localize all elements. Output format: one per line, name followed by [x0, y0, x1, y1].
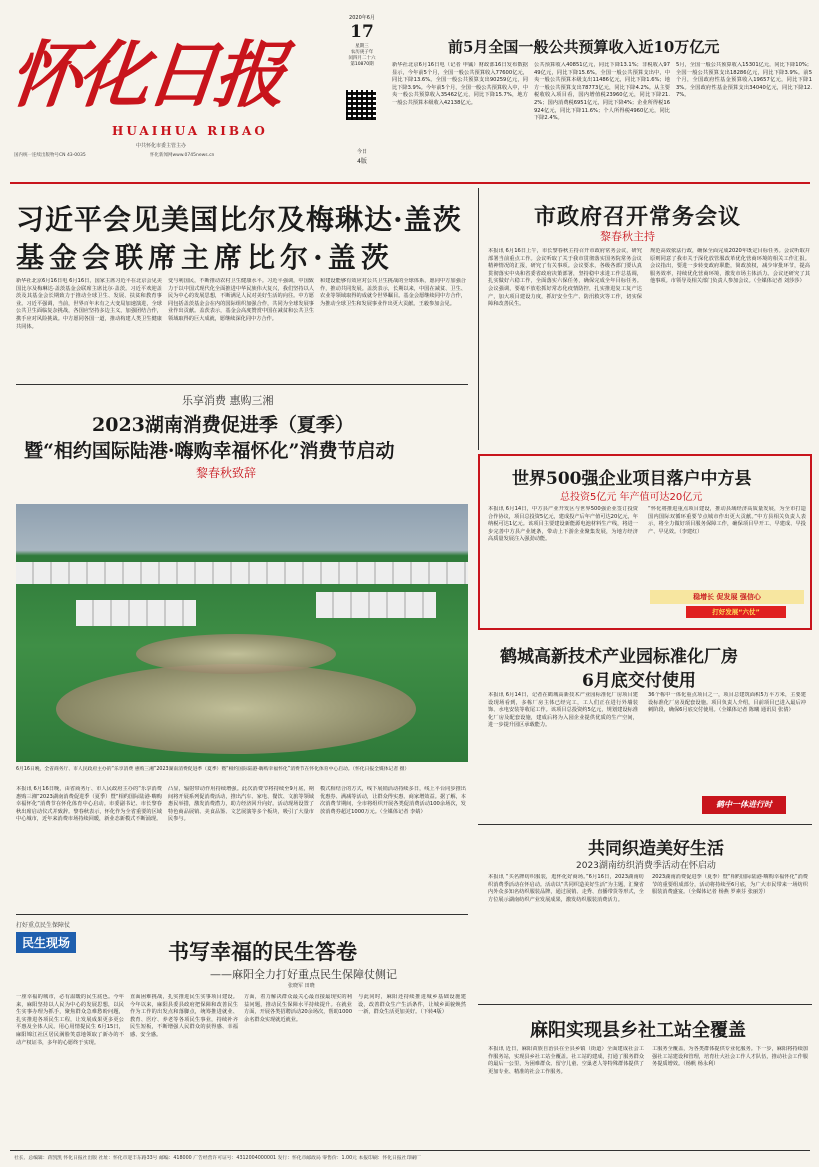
footer-rule: [10, 1150, 810, 1151]
pages-count: 4版: [357, 158, 367, 165]
top-story-col2: 公共预算收入40851亿元，同比下降13.1%；非税收入9749亿元，同比下降15.6%。全国一般公共预算支出中，中央一般公共预算本级支出11486亿元，同比下降1.6%；地方一般公共预算支出78773亿元，同比下降4.2%。从主要税收收入项目看，国内增值税23960亿元，同比下降21.2%；国内消费税6951亿元，同比下降4%；企业所得税16924亿元，同比下降11.6%；个人所得税4960亿元，同比下降2.4%。: [534, 62, 670, 122]
crowd: [136, 634, 336, 674]
masthead-rule: [10, 182, 810, 184]
crowd: [56, 664, 416, 754]
masthead-sponsor: 中共怀化市委主管主办: [136, 143, 187, 149]
world500-col1: 本报讯 6月14日，中方县产业开发区与世界500强企业签订投资合作协议，项目总投资5亿元，建成投产后年产值可达20亿元，年纳税可达1亿元。该项目主要建设新能源电池材料生产线，将进一步完善中方县产业链条，带动上下游企业聚集发展，为地方经济高质量发展注入强劲动能。: [488, 506, 638, 543]
world500-badge2: 打好发展“六仗”: [686, 606, 786, 618]
booth-tent: [316, 592, 436, 618]
mayang-social-col1: 本报讯 近日，麻阳苗族自治县在全县乡镇（街道）全面建成社会工作服务站，实现县乡社工站全覆盖。社工站的建成，打通了服务群众的最后一公里，为困难群众、留守儿童、空巢老人等特殊群体提供了更加专业、精准的社会工作服务。: [488, 1046, 644, 1075]
booth-tent: [76, 600, 196, 626]
world500-title: 世界500强企业项目落户中方县: [512, 469, 752, 489]
city-meeting-title: 市政府召开常务会议: [534, 204, 742, 230]
issue-number: 第10870期: [350, 62, 374, 67]
pages-label: 今日: [356, 149, 367, 155]
hecheng-col1: 本报讯 6月14日，记者在鹤城高新技术产业园标准化厂房项目建设现场看到，多栋厂房主体已经完工，工人们正在进行外墙装饰、水电安装等收尾工作。该项目总投资约5亿元，规划建设标准化厂房及配套设施，建成后将为入园企业提供优质的生产空间，进一步提升园区承载能力。: [488, 692, 638, 729]
divider: [16, 384, 468, 385]
livelihood-subtitle: ——麻阳全力打好重点民生保障仗侧记: [210, 968, 397, 981]
festival-photo-caption: 6月16日晚，全省商务厅、市人民政府主办的“乐享消费 惠购三湘”2023湖南消费促进季（夏季）暨“相约国际陆港·嗨购幸福怀化”消费节在怀化体育中心启动。（怀化日报全媒体记者 摄）: [16, 767, 410, 772]
column-divider: [478, 188, 479, 450]
booth-row: [16, 562, 468, 584]
lead-title-line2: 基金会联席主席比尔·盖茨: [16, 241, 394, 274]
hecheng-title-line2: 6月底交付使用: [582, 671, 696, 691]
top-story-col1: 新华社北京6月16日电（记者 申铖）财政部16日发布数据显示，今年前5个月，全国一般公共预算收入77600亿元，同比下降13.6%。全国一般公共预算支出90259亿元，同比下降3.9%。今年前5个月，全国一般公共预算收入中，中央一般公共预算收入35462亿元，同比下降15.7%，地方一般公共预算本级收入42138亿元。: [392, 62, 528, 106]
lead-col1: 新华社北京6月16日电 6月16日，国家主席习近平在北京会见美国比尔及梅琳达·盖茨基金会联席主席比尔·盖茨。习近平欢迎盖茨及其基金会长期致力于推动全球卫生、发展、扶贫和教育事业。习近平强调，当前，世界百年未有之大变局加速演进，全球公共卫生面临复杂挑战，各国应坚持多边主义，加强团结合作，携手应对风险挑战。中方愿同各国一道，推动构建人类卫生健康共同体。: [16, 278, 162, 330]
textile-col1: 本报讯 “买名牌纺织服装，逛怀化好商场。”6月16日，2023湖南纺织消费季活动在怀启动。活动以“共同织造美好生活”为主题，汇聚省内外众多知名纺织服装品牌，通过展销、走秀、直播带货等形式，全方位展示湖南纺织产业发展成果，激发纺织服装消费活力。: [488, 874, 644, 903]
festival-photo: [16, 504, 468, 762]
date-year-month: 2020年6月: [349, 15, 375, 21]
festival-title-line1: 2023湖南消费促进季（夏季）: [92, 414, 354, 436]
qr-code: [346, 90, 376, 120]
festival-col2: 凸显，辐射带动作用持续增强。此次消费节将持续至9月底，期间将开展系列促消费活动，推出汽车、家电、餐饮、文旅等领域惠民举措，激发消费潜力，助力经济回升向好。活动现场设置了特色商品展销、美食品鉴、文艺展演等多个板块，吸引了大量市民参与。: [168, 786, 314, 823]
lead-title-line1: 习近平会见美国比尔及梅琳达·盖茨: [16, 203, 462, 236]
livelihood-title: 书写幸福的民生答卷: [168, 939, 357, 964]
textile-title: 共同织造美好生活: [588, 839, 724, 859]
festival-col3: 模式相结合的方式，线下展销活动持续多日，线上平台同步推出优惠券、满减等活动，让群众得实惠、商家增效益。据了解，本次消费节期间，全市将组织开展各类促消费活动100余场次，发放消费券超过1000万元。（全媒体记者 李婧）: [320, 786, 466, 815]
date-weekday: 星期三: [355, 44, 369, 49]
festival-kicker: 乐享消费 惠购三湘: [182, 394, 274, 407]
top-story-title: 前5月全国一般公共预算收入近10万亿元: [448, 38, 720, 56]
livelihood-byline: 张晓军 田晓: [288, 983, 315, 989]
hecheng-col2: 36个栋中一体化重点项目之一，项目总建筑面积5万平方米，主要建设标准化厂房及配套设施。项目负责人介绍，目前项目已进入最后冲刺阶段，确保6月底交付使用。（全媒体记者 陈曦 通讯员 张倩）: [648, 692, 806, 714]
festival-title-line2: 暨“相约国际陆港·嗨购幸福怀化”消费节启动: [24, 440, 395, 462]
world500-badge1: 稳增长 促发展 强信心: [650, 590, 804, 604]
city-meeting-col1: 本报讯 6月16日上午，市长黎春秋主持召开市政府常务会议，研究部署当前重点工作。会议听取了关于我市贯彻落实国务院常务会议精神情况的汇报，研究了有关事项。会议要求，各级各部门要认真贯彻落实中央和省委省政府决策部署，坚持稳中求进工作总基调，扎实做好六稳工作，全面落实六保任务，确保完成全年目标任务。会议强调，要毫不放松抓好常态化疫情防控，扎实推进复工复产达产，加大项目建设力度，抓好安全生产、防汛救灾等工作，切实保障和改善民生。: [488, 248, 642, 308]
city-meeting-byline: 黎春秋主持: [600, 230, 655, 243]
livelihood-tag: [16, 920, 114, 960]
livelihood-col3: 方面，着力解决群众最关心最直接最现实的利益问题，推动民生保障水平持续提升。在就业方面，开展各类招聘活动20余场次，帮助1000余名群众实现就近就业。: [244, 994, 352, 1023]
hecheng-title-line1: 鹤城高新技术产业园标准化厂房: [500, 647, 738, 667]
masthead-website: 怀化新闻网www.0745news.cn: [150, 153, 215, 158]
hecheng-stamp: 鹤中一体进行时: [702, 796, 786, 814]
livelihood-tag-main: 民生现场: [16, 932, 76, 953]
festival-col1: 本报讯 6月16日晚，由省商务厅、市人民政府主办的“乐享消费 惠购三湘”2023湖南消费促进季（夏季）暨“相约国际陆港·嗨购幸福怀化”消费节在怀化体育中心启动。市委副书记、市长黎春秋出席启动仪式并致辞。黎春秋表示，怀化作为全省重要的区域中心城市，近年来消费市场持续回暖，新业态新模式不断涌现。: [16, 786, 162, 823]
world500-col2: “怀化将推进重点项目建设，推动县域经济高质量发展，为全市打造国内国际双循环重要节点城市作出更大贡献。”中方县相关负责人表示，将全力做好项目服务保障工作，确保项目早开工、早建成、早投产、早见效。（李建红）: [648, 506, 806, 535]
livelihood-col2: 直面困难挑战，扎实推进民生实事项目建设。今年以来，麻阳县委县政府把保障和改善民生作为工作的出发点和落脚点，统筹推进就业、教育、医疗、养老等各项民生事业，持续补齐民生短板，不断增强人民群众的获得感、幸福感、安全感。: [130, 994, 238, 1038]
mayang-social-col2: 工服务全覆盖，为各类群体提供专业化服务。下一步，麻阳将持续加强社工站建设和管理，培育壮大社会工作人才队伍，推动社会工作服务提质增效。（杨帆 杨永利）: [652, 1046, 808, 1068]
footer-text: 社长、总编辑：蒋凯凯 怀化日报社出版 社址：怀化市迎丰东路33号 邮编：418000 广告经营许可证号：4312004000001 发行：怀化市邮政局 零售价：1.00元 本报印刷：怀化日报社印刷厂: [14, 1156, 421, 1161]
lead-col3: 和建设能够有效应对公共卫生挑战的全球体系，愿同中方加强合作，推动共同发展。盖茨表示，长期以来，中国在减贫、卫生、农业等领域取得的成就令世界瞩目。基金会愿继续同中方合作，为推动全球卫生和发展事业作出更大贡献。王毅参加会见。: [320, 278, 466, 307]
date-block: [338, 14, 386, 170]
divider: [478, 1004, 812, 1005]
date-lunar-1: 农历庚子年: [350, 50, 374, 55]
divider: [478, 824, 812, 825]
lead-col2: 变与利国民，不断推动农村卫生健康水平。习近平强调，中国致力于以中国式现代化全面推进中华民族伟大复兴，我们坚持以人民为中心的发展思想，不断满足人民对美好生活的向往。中方愿同包括盖茨基金会在内的国际组织加强合作，共同为全球发展事业作出贡献。盖茨表示，基金会高度赞赏中国在减贫和公共卫生领域取得的巨大成就，愿继续深化同中方合作。: [168, 278, 314, 322]
divider: [16, 914, 468, 915]
festival-byline: 黎春秋致辞: [196, 466, 257, 480]
livelihood-col4: 与此同时，麻阳还持续推进城乡基础设施建设，改善群众生产生活条件，让城乡面貌焕然一新，群众生活更加美好。（下转4版）: [358, 994, 466, 1016]
masthead-pinyin: HUAIHUA RIBAO: [112, 124, 268, 138]
textile-col2: 2023湖南消费促进季（夏季）暨“相约国际陆港·嗨购幸福怀化”消费节的重要组成部分，活动将持续至6月底，为广大市民带来一场纺织服装消费盛宴。（全媒体记者 杨燕 罗素芬 张丽芳）: [652, 874, 808, 896]
top-story-col3: 5月，全国一般公共预算收入15301亿元，同比下降10%；全国一般公共预算支出18286亿元，同比下降3.9%。前5个月，全国政府性基金预算收入19657亿元，同比下降13%。全国政府性基金预算支出34040亿元，同比下降12.7%。: [676, 62, 812, 99]
masthead-logo: 怀化日报: [5, 32, 287, 117]
date-lunar-2: 闰四月二十六: [348, 56, 376, 61]
livelihood-col1: 一座幸福的城市，必有温暖的民生底色。今年来，麻阳坚持以人民为中心的发展思想，以民生实事办理为抓手，聚焦群众急难愁盼问题，扎实推进各项民生工程，让发展成果更多更公平惠及全体人民。用心用情提民生 6月15日，麻阳锦江社区居民满脸笑意地领取了新办的不动产权证书，多年的心愿终于实现。: [16, 994, 124, 1046]
city-meeting-col2: 规范高效依法行政，确保全面完成2020年既定目标任务。会议听取并原则同意了我市关于深化放管服改革优化营商环境的相关工作汇报。会议指出，要进一步转变政府职能，简政放权，减少审批环节，提高服务效率，持续优化营商环境，激发市场主体活力。会议还研究了其他事项。市领导及相关部门负责人参加会议。（全媒体记者 刘莎莎）: [650, 248, 810, 285]
date-day: 17: [350, 22, 374, 42]
livelihood-tag-top: 打好重点民生保障仗: [16, 922, 71, 929]
textile-subtitle: 2023湖南纺织消费季活动在怀启动: [576, 861, 716, 871]
masthead-cn-number: 国内统一连续出版物号CN 43-0035: [14, 153, 86, 158]
mayang-social-title: 麻阳实现县乡社工站全覆盖: [530, 1020, 746, 1041]
world500-subtitle: 总投资5亿元 年产值可达20亿元: [560, 492, 703, 503]
